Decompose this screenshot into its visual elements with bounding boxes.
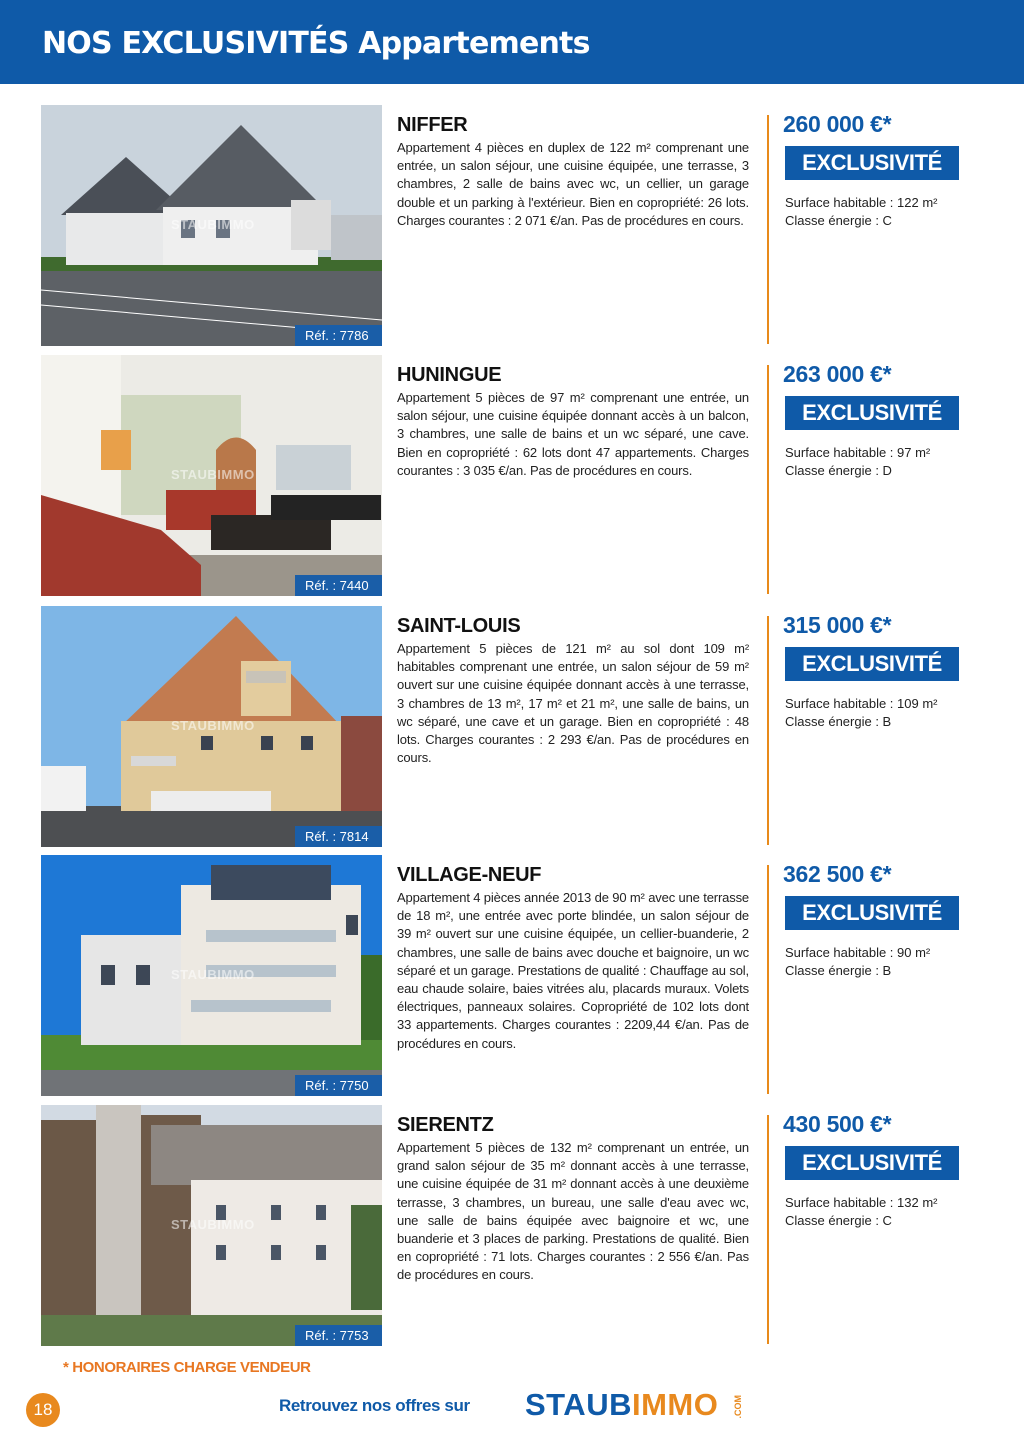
footer-tagline: Retrouvez nos offres sur bbox=[279, 1396, 470, 1415]
fees-footnote: * HONORAIRES CHARGE VENDEUR bbox=[63, 1359, 311, 1376]
listing-description: Appartement 5 pièces de 121 m² au sol dont 109 m² habitables comprenant une entrée, un salon séjour de 59 m² ouvert sur une cuisine équipée donnant accès à une terrasse, 3 chambres de 13 m², 17 m² et 21 m², une salle de bains, un wc séparé, une cave et un garage. Bien en copropriété : 48 lots. Charges courantes : 2 293 €/an. Pas de procédures en cours. bbox=[397, 641, 749, 766]
page-header bbox=[0, 0, 1024, 84]
listing-card bbox=[0, 1105, 1024, 1346]
property-photo bbox=[41, 855, 382, 1096]
watermark-text: STAUBIMMO bbox=[171, 217, 255, 232]
listing-card bbox=[0, 105, 1024, 346]
price: 430 500 €* bbox=[783, 1111, 892, 1137]
surface-text: Surface habitable : 90 m² bbox=[785, 945, 931, 960]
page-number: 18 bbox=[26, 1393, 60, 1427]
exclusivity-badge: EXCLUSIVITÉ bbox=[785, 146, 959, 180]
energy-class-text: Classe énergie : B bbox=[785, 963, 892, 978]
listing-description: Appartement 4 pièces en duplex de 122 m² comprenant une entrée, un salon séjour, une cuisine équipée, une terrasse, 3 chambres, 2 salle de bains avec wc, un cellier, un garage double et un parking à l'extérieur. Bien en copropriété: 26 lots. Charges courantes : 2 071 €/an. Pas de procédures en cours. bbox=[397, 140, 749, 228]
property-photo bbox=[41, 606, 382, 847]
price: 260 000 €* bbox=[783, 111, 892, 137]
price: 362 500 €* bbox=[783, 861, 892, 887]
surface-text: Surface habitable : 132 m² bbox=[785, 1195, 938, 1210]
listing-facts bbox=[785, 194, 937, 230]
divider bbox=[767, 616, 769, 845]
watermark-text: STAUBIMMO bbox=[171, 718, 255, 733]
brand-logo bbox=[525, 1387, 718, 1423]
surface-text: Surface habitable : 97 m² bbox=[785, 445, 931, 460]
listing-facts bbox=[785, 444, 930, 480]
watermark-text: STAUBIMMO bbox=[171, 1217, 255, 1232]
divider bbox=[767, 1115, 769, 1344]
exclusivity-badge: EXCLUSIVITÉ bbox=[785, 1146, 959, 1180]
listing-card bbox=[0, 606, 1024, 847]
city-name: VILLAGE-NEUF bbox=[397, 864, 542, 886]
energy-class-text: Classe énergie : C bbox=[785, 213, 892, 228]
listing-description: Appartement 4 pièces année 2013 de 90 m² avec une terrasse de 18 m², une entrée avec porte blindée, un salon séjour de 39 m² ouvert sur une cuisine équipée, un cellier-buanderie, 2 chambres, une salle de bains avec douche et baignoire, un wc séparé et un garage. Prestations de qualité : Chauffage au sol, eau chaude solaire, baies vitrées alu, placards muraux. Volets électriques, panneaux solaires. Copropriété de 102 lots dont 33 appartements. Charges courantes : 2209,44 €/an. Pas de procédures en cours. bbox=[397, 890, 749, 1051]
surface-text: Surface habitable : 109 m² bbox=[785, 696, 938, 711]
price: 315 000 €* bbox=[783, 612, 892, 638]
reference-label: Réf. : 7753 bbox=[295, 1325, 382, 1346]
exclusivity-badge: EXCLUSIVITÉ bbox=[785, 647, 959, 681]
property-photo bbox=[41, 1105, 382, 1346]
brand-part-immo: IMMO bbox=[631, 1387, 719, 1422]
divider bbox=[767, 365, 769, 594]
listing-description: Appartement 5 pièces de 97 m² comprenant une entrée, un salon séjour, une cuisine équipée donnant accès à un balcon, 3 chambres, une salle de bains et un wc séparé, une cave. Bien en copropriété : 62 lots dont 47 appartements. Charges courantes : 3 035 €/an. Pas de procédures en cours. bbox=[397, 390, 749, 478]
reference-label: Réf. : 7750 bbox=[295, 1075, 382, 1096]
city-name: SIERENTZ bbox=[397, 1114, 494, 1136]
listing-facts bbox=[785, 695, 937, 731]
reference-label: Réf. : 7814 bbox=[295, 826, 382, 847]
brand-domain-suffix: .COM bbox=[733, 1395, 743, 1419]
listing-details bbox=[397, 113, 749, 230]
listing-card bbox=[0, 855, 1024, 1096]
watermark-text: STAUBIMMO bbox=[171, 467, 255, 482]
listing-card bbox=[0, 355, 1024, 596]
surface-text: Surface habitable : 122 m² bbox=[785, 195, 938, 210]
reference-label: Réf. : 7786 bbox=[295, 325, 382, 346]
listing-facts bbox=[785, 1194, 937, 1230]
reference-label: Réf. : 7440 bbox=[295, 575, 382, 596]
brand-part-staub: STAUB bbox=[525, 1387, 632, 1422]
energy-class-text: Classe énergie : D bbox=[785, 463, 892, 478]
property-photo bbox=[41, 105, 382, 346]
city-name: HUNINGUE bbox=[397, 364, 502, 386]
city-name: SAINT-LOUIS bbox=[397, 615, 521, 637]
energy-class-text: Classe énergie : B bbox=[785, 714, 892, 729]
property-photo bbox=[41, 355, 382, 596]
listing-description: Appartement 5 pièces de 132 m² comprenant un entrée, un grand salon séjour de 35 m² donnant accès à une terrasse, une cuisine équipée de 31 m² donnant accès à une deuxième terrasse, 3 chambres, un bureau, une salle d'eau avec wc, une salle de bains équipée avec baignoire et wc, une buanderie et 3 places de parking. Prestations de qualité. Bien en copropriété : 71 lots. Charges courantes : 2 556 €/an. Pas de procédures en cours. bbox=[397, 1140, 749, 1283]
city-name: NIFFER bbox=[397, 114, 468, 136]
exclusivity-badge: EXCLUSIVITÉ bbox=[785, 896, 959, 930]
listing-details bbox=[397, 1113, 749, 1285]
listing-details bbox=[397, 863, 749, 1053]
price: 263 000 €* bbox=[783, 361, 892, 387]
watermark-text: STAUBIMMO bbox=[171, 967, 255, 982]
listing-details bbox=[397, 363, 749, 480]
listing-facts bbox=[785, 944, 930, 980]
divider bbox=[767, 115, 769, 344]
divider bbox=[767, 865, 769, 1094]
listing-details bbox=[397, 614, 749, 767]
page-title: NOS EXCLUSIVITÉS Appartements bbox=[42, 26, 590, 61]
energy-class-text: Classe énergie : C bbox=[785, 1213, 892, 1228]
exclusivity-badge: EXCLUSIVITÉ bbox=[785, 396, 959, 430]
